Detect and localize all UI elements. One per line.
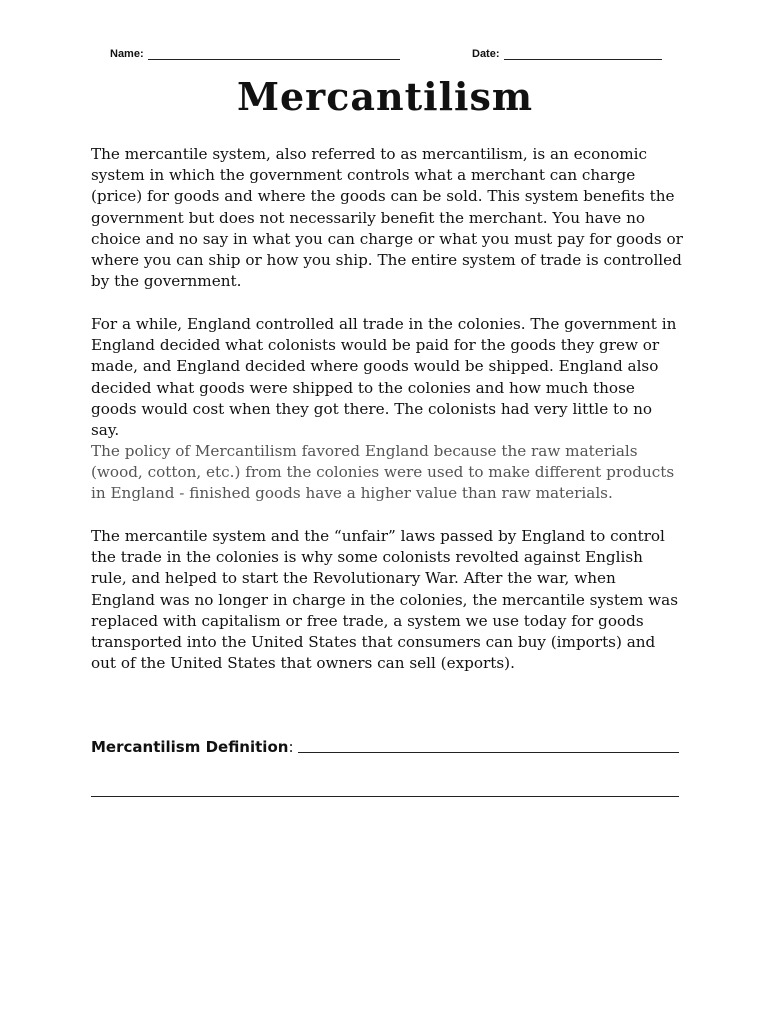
definition-field[interactable]: [91, 738, 679, 756]
date-blank-line[interactable]: [504, 49, 662, 60]
definition-continuation-line[interactable]: [91, 795, 679, 797]
date-label: Date:: [472, 48, 500, 60]
definition-blank-line[interactable]: [298, 738, 680, 753]
paragraph-revolutionary-war: The mercantile system and the “unfair” laws passed by England to control the trade in the colonies is why some colonists revolted against English rule, and helped to start the Revolutionary War. After the war, when England was no longer in charge in the colonies, the mercantile system was replaced with capitalism or free trade, a system we use today for goods transported into the United States that consumers can buy (imports) and out of the United States that owners can sell (exports).: [91, 527, 679, 673]
paragraph-england-control: For a while, England controlled all trade in the colonies. The government in England decided what colonists would be paid for the goods they grew or made, and England decided where goods would be shipped. England also decided what goods were shipped to the colonies and how much those goods would cost when they got there. The colonists had very little to no say.: [91, 315, 677, 440]
date-field[interactable]: [472, 44, 662, 60]
page-title: Mercantilism: [236, 74, 534, 119]
definition-label: Mercantilism Definition: [91, 738, 289, 756]
name-field[interactable]: [110, 44, 400, 60]
paragraph-mercantile-system: The mercantile system, also referred to as mercantilism, is an economic system in which the government controls what a merchant can charge (price) for goods and where the goods can be sold. This system benefits the government but does not necessarily benefit the merchant. You have no choice and no say in what you can charge or what you must pay for goods or where you can ship or how you ship. The entire system of trade is controlled by the government.: [91, 145, 683, 291]
header-fields: [110, 44, 670, 62]
name-label: Name:: [110, 48, 144, 60]
paragraph-policy-favored-england: The policy of Mercantilism favored England because the raw materials (wood, cotton, etc.) from the colonies were used to make different products in England - finished goods have a higher value than raw materials.: [91, 442, 675, 503]
name-blank-line[interactable]: [148, 49, 400, 60]
definition-colon: :: [288, 738, 294, 756]
